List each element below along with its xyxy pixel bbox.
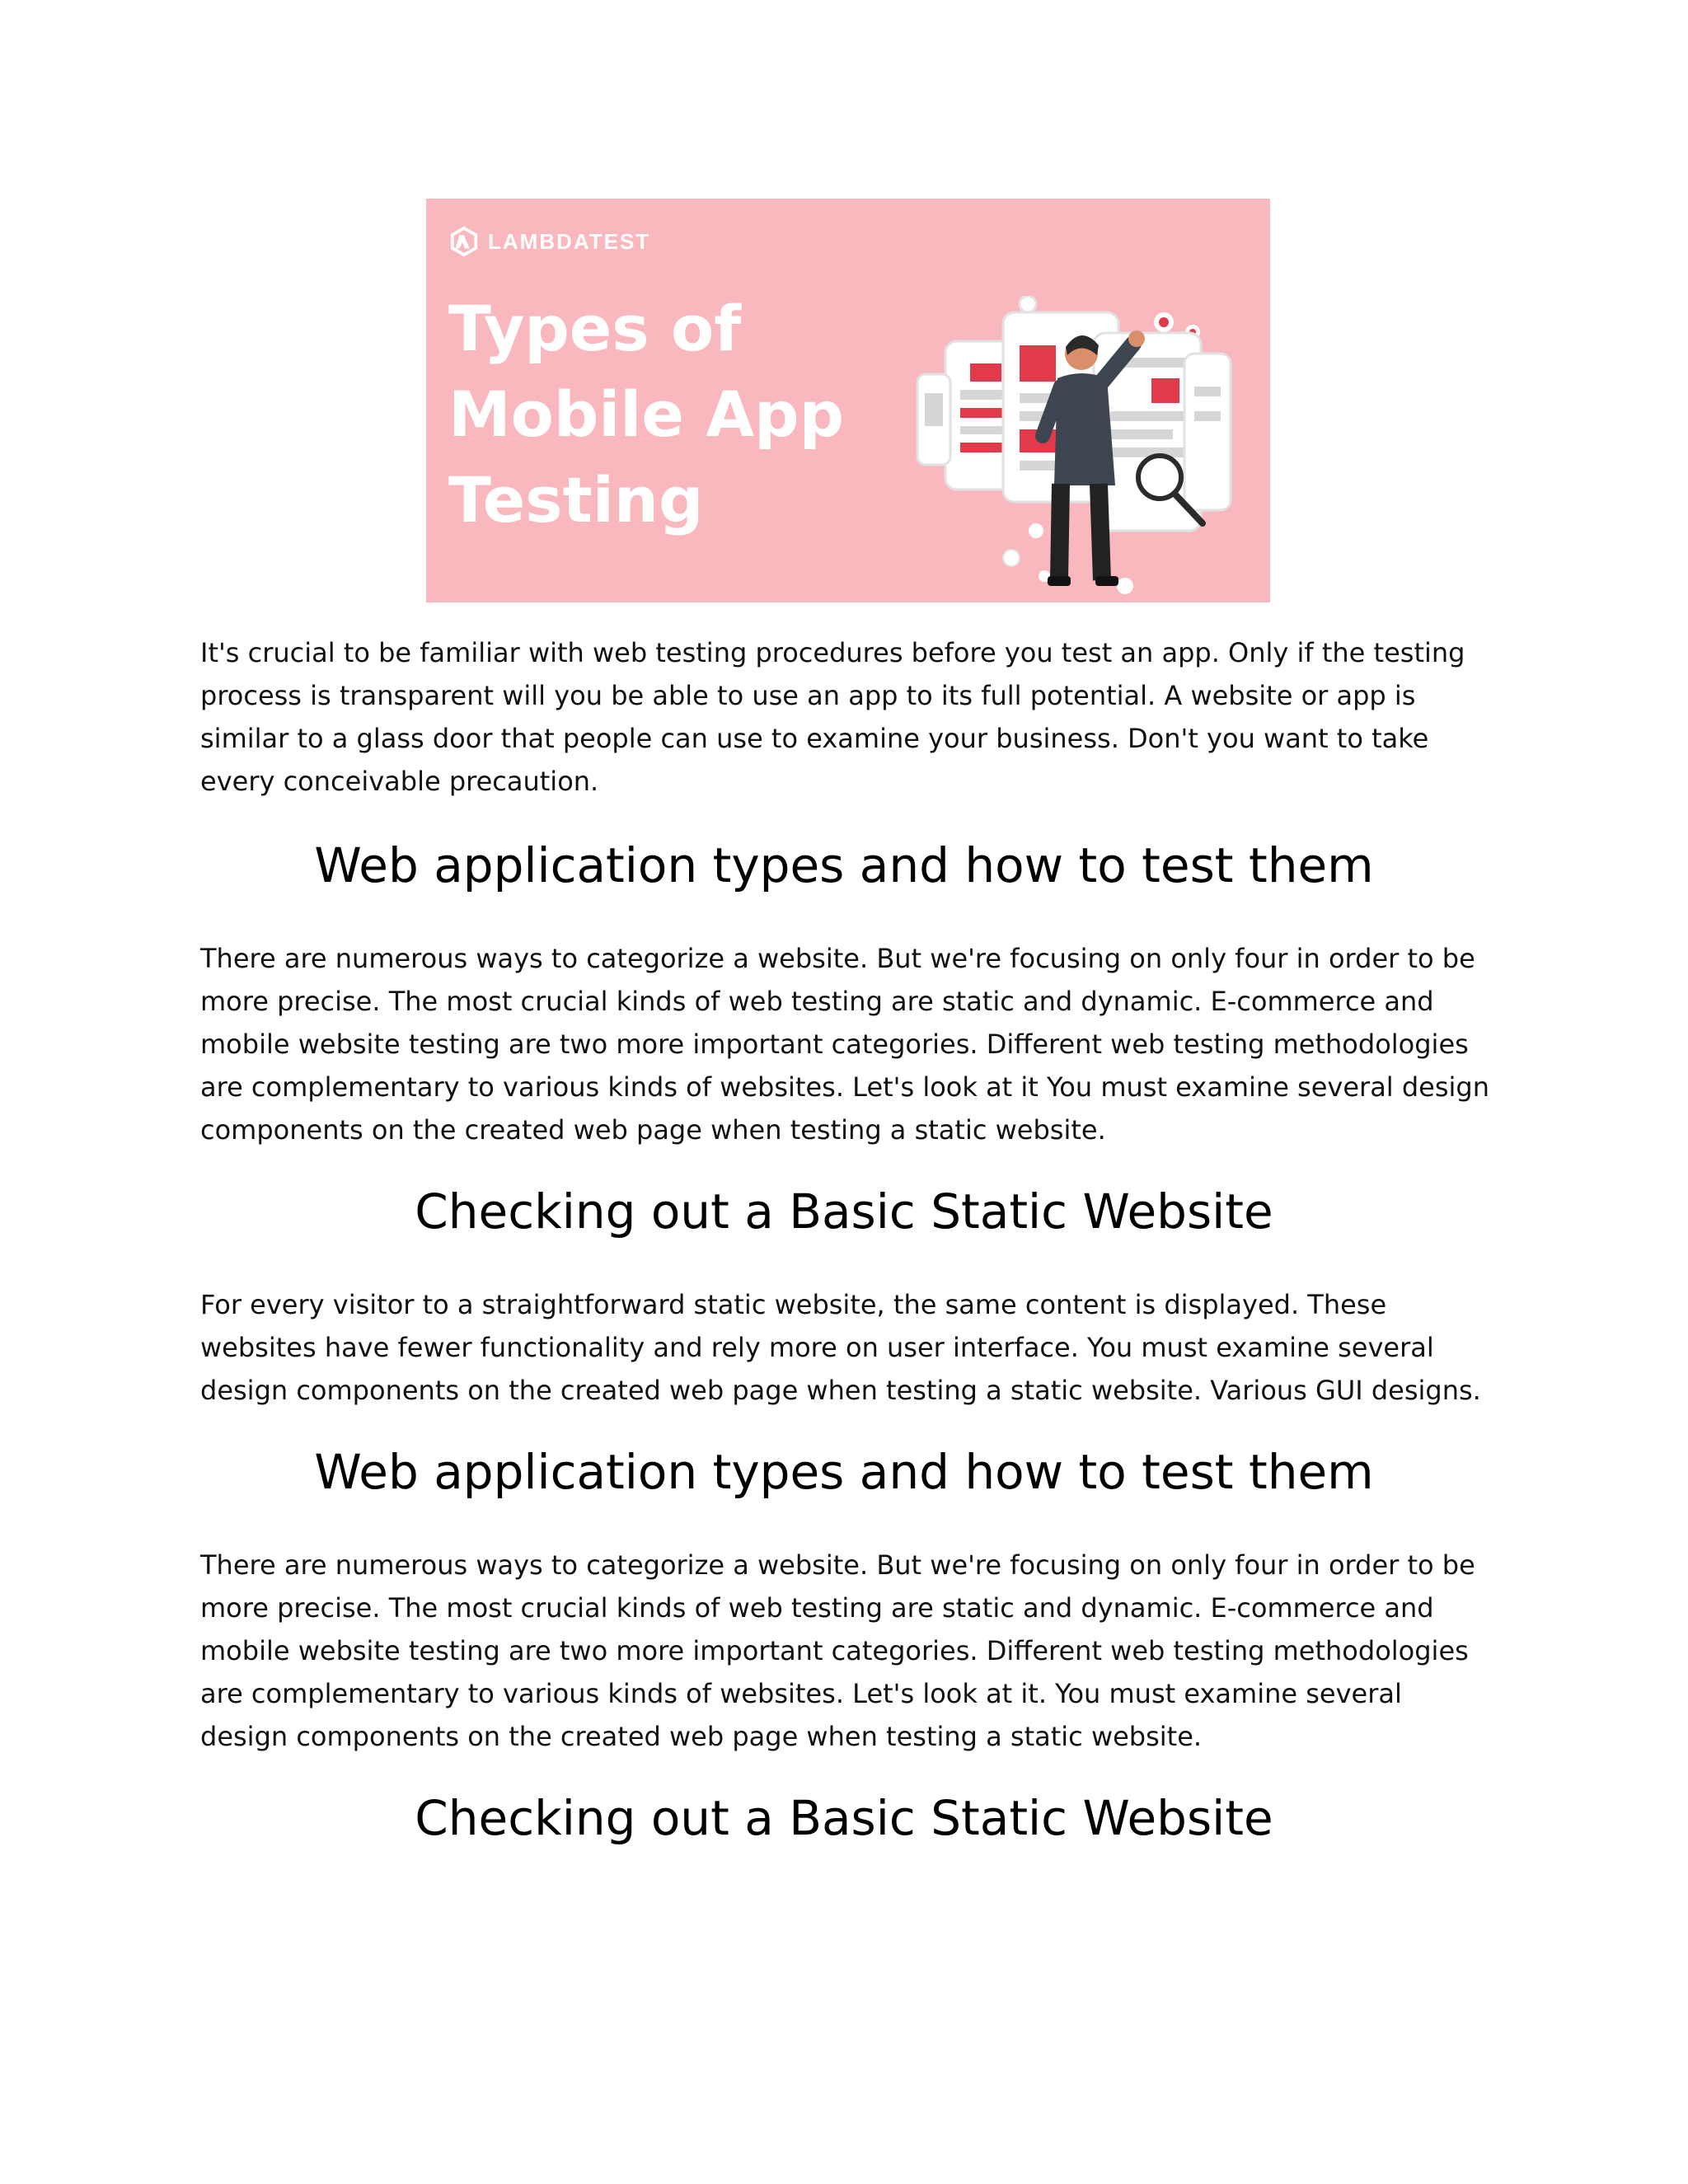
section-heading: Web application types and how to test them: [314, 1444, 1374, 1500]
intro-paragraph: It's crucial to be familiar with web testing procedures before you test an app. Only if the testing process is transparent will you be able to use an app to its full potential. A website or app is similar to a glass door that people can use to examine your business. Don't you want to take every conceivable precaution.: [200, 637, 1465, 797]
body-paragraph: For every visitor to a straightforward static website, the same content is displayed. These websites have fewer functionality and rely more on user interface. You must examine several design components on the created web page when testing a static website. Various GUI designs.: [200, 1289, 1481, 1406]
body-paragraph: There are numerous ways to categorize a website. But we're focusing on only four in order to be more precise. The most crucial kinds of web testing are static and dynamic. E-commerce and mobile website testing are two more important categories. Different web testing methodologies are complementary to various kinds of websites. Let's look at it You must examine several design components on the created web page when testing a static website.: [200, 943, 1490, 1146]
section-heading: Checking out a Basic Static Website: [415, 1790, 1273, 1846]
person-with-magnifier-illustration-icon: [912, 296, 1259, 602]
section-heading: Checking out a Basic Static Website: [415, 1183, 1273, 1240]
brand-logo: [448, 226, 650, 257]
body-paragraph: There are numerous ways to categorize a website. But we're focusing on only four in order to be more precise. The most crucial kinds of web testing are static and dynamic. E-commerce and mobile website testing are two more important categories. Different web testing methodologies are complementary to various kinds of websites. Let's look at it. You must examine several design components on the created web page when testing a static website.: [200, 1549, 1475, 1752]
brand-name: LAMBDATEST: [488, 228, 651, 254]
section-heading: Web application types and how to test them: [314, 837, 1374, 893]
lambdatest-logo-icon: [448, 226, 480, 257]
hero-banner-image: [426, 199, 1270, 602]
banner-title: Types of Mobile App Testing: [448, 292, 844, 537]
